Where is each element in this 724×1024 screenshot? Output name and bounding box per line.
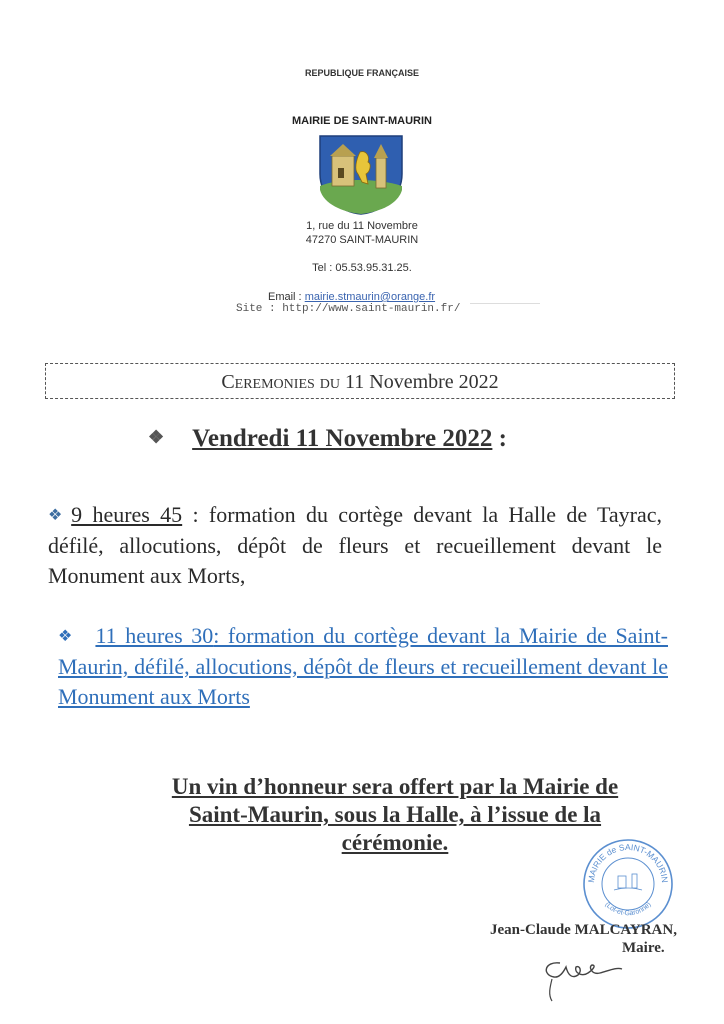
event-text: : formation du cortège devant la Mairie de Saint-Maurin, défilé, allocutions, dépôt de fleurs et recueillement devant le Monument aux Morts bbox=[58, 623, 668, 709]
mayor-title: Maire. bbox=[622, 940, 665, 956]
vin-line-3: cérémonie. bbox=[341, 830, 449, 855]
vin-line-2: Saint-Maurin, sous la Halle, à l’issue de la bbox=[188, 802, 602, 827]
day-bullet-icon: ❖ bbox=[148, 427, 165, 447]
event-bullet-icon: ❖ bbox=[58, 628, 76, 645]
event-paragraph-1 bbox=[48, 500, 662, 591]
mairie-name: MAIRIE DE SAINT-MAURIN bbox=[292, 115, 432, 127]
vin-line-1: Un vin d’honneur sera offert par la Mairie de bbox=[171, 774, 619, 799]
address-line-2: 47270 SAINT-MAURIN bbox=[305, 234, 419, 246]
ceremony-title-box bbox=[45, 363, 675, 399]
day-label: Vendredi 11 Novembre 2022 bbox=[192, 425, 493, 452]
divider bbox=[470, 303, 540, 304]
event-paragraph-2 bbox=[58, 621, 668, 712]
website-line: Site : http://www.saint-maurin.fr/ bbox=[236, 303, 461, 315]
telephone: Tel : 05.53.95.31.25. bbox=[312, 262, 412, 274]
address-line-1: 1, rue du 11 Novembre bbox=[306, 220, 418, 232]
email-link[interactable]: mairie.stmaurin@orange.fr bbox=[304, 291, 436, 303]
republic-heading: REPUBLIQUE FRANÇAISE bbox=[304, 68, 419, 78]
event-text: : formation du cortège devant la Halle de Tayrac, défilé, allocutions, dépôt de fleurs et recueillement devant le Monument aux Morts, bbox=[48, 502, 663, 588]
mairie-stamp-icon bbox=[580, 836, 676, 932]
title-date: 11 Novembre 2022 bbox=[345, 371, 499, 393]
svg-text:MAIRIE de SAINT-MAURIN: MAIRIE de SAINT-MAURIN bbox=[585, 841, 671, 884]
email-line bbox=[268, 291, 435, 303]
day-heading bbox=[148, 425, 507, 453]
day-suffix: : bbox=[498, 425, 507, 452]
email-label: Email : bbox=[268, 291, 302, 303]
handwritten-signature-icon bbox=[530, 945, 640, 1005]
coat-of-arms-icon bbox=[318, 134, 404, 216]
mayor-name: Jean-Claude MALCAYRAN, bbox=[490, 922, 677, 938]
event-time: 9 heures 45 bbox=[71, 502, 183, 527]
svg-text:(Lot-et-Garonne): (Lot-et-Garonne) bbox=[603, 901, 653, 918]
event-bullet-icon: ❖ bbox=[48, 507, 68, 524]
event-time: 11 heures 30 bbox=[95, 623, 214, 648]
title-prefix: Ceremonies du bbox=[221, 371, 340, 393]
